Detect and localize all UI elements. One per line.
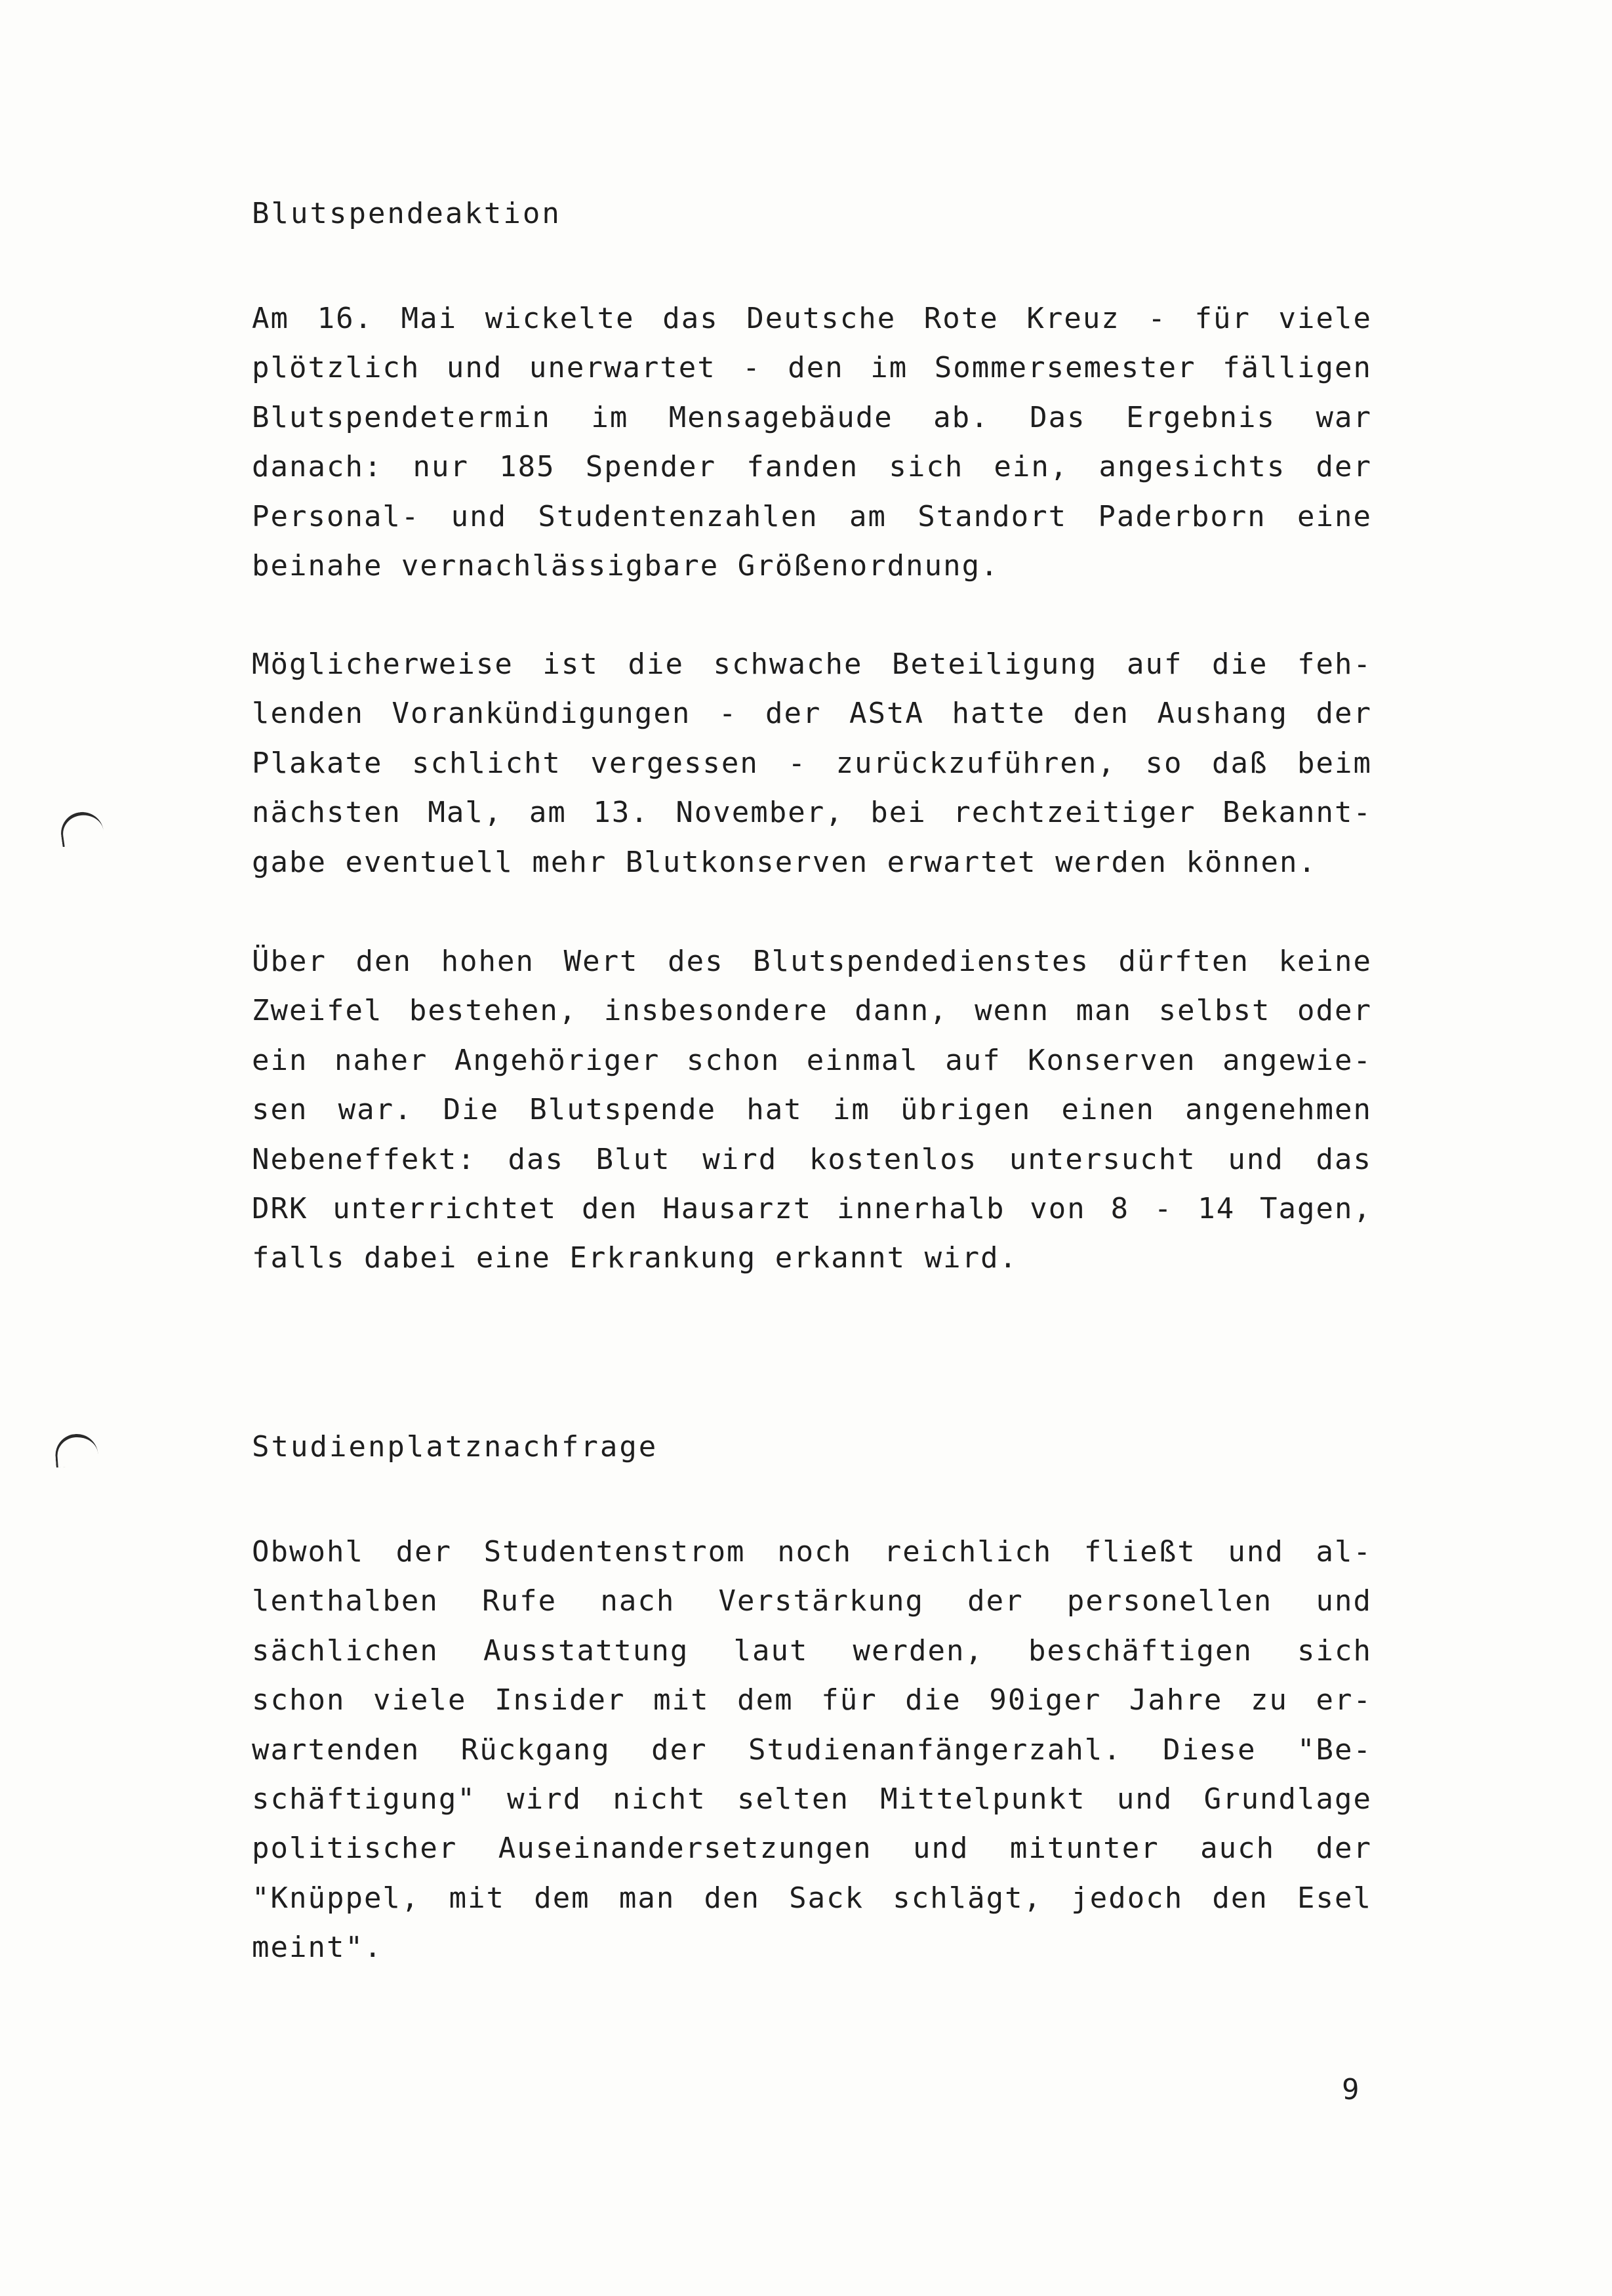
text-line: plötzlich und unerwartet - den im Sommersemester fälligen <box>252 351 1372 385</box>
text-line: wartenden Rückgang der Studienanfängerzahl. Diese "Be- <box>252 1732 1372 1767</box>
paragraph-blutspende-ergebnis <box>252 294 1372 590</box>
text-line: falls dabei eine Erkrankung erkannt wird. <box>252 1241 1018 1275</box>
punch-hole-mark <box>58 810 105 848</box>
text-line: Über den hohen Wert des Blutspendedienstes dürften keine <box>252 945 1372 978</box>
section-heading-blutspendeaktion: Blutspendeaktion <box>252 197 561 230</box>
text-line: Möglicherweise ist die schwache Beteiligung auf die feh- <box>252 647 1372 681</box>
text-line: Am 16. Mai wickelte das Deutsche Rote Kreuz - für viele <box>252 302 1372 335</box>
text-line: Nebeneffekt: das Blut wird kostenlos untersucht und das <box>252 1142 1372 1176</box>
text-line: DRK unterrichtet den Hausarzt innerhalb von 8 - 14 Tagen, <box>252 1191 1372 1225</box>
text-line: sächlichen Ausstattung laut werden, beschäftigen sich <box>252 1633 1372 1668</box>
text-line: Zweifel bestehen, insbesondere dann, wenn man selbst oder <box>252 994 1372 1028</box>
text-line: gabe eventuell mehr Blutkonserven erwartet werden können. <box>252 845 1317 879</box>
text-line: sen war. Die Blutspende hat im übrigen einen angenehmen <box>252 1093 1372 1127</box>
text-line: nächsten Mal, am 13. November, bei rechtzeitiger Bekannt- <box>252 796 1372 830</box>
text-line: Blutspendetermin im Mensagebäude ab. Das Ergebnis war <box>252 400 1372 434</box>
section-heading-studienplatznachfrage: Studienplatznachfrage <box>252 1430 658 1464</box>
paragraph-studentenstrom <box>252 1527 1372 1973</box>
text-line: danach: nur 185 Spender fanden sich ein, angesichts der <box>252 450 1372 484</box>
text-line: ein naher Angehöriger schon einmal auf Konserven angewie- <box>252 1043 1372 1077</box>
text-line: meint". <box>252 1931 383 1965</box>
text-line: schäftigung" wird nicht selten Mittelpunkt und Grundlage <box>252 1782 1372 1816</box>
text-line: Obwohl der Studentenstrom noch reichlich fließt und al- <box>252 1535 1372 1568</box>
text-line: "Knüppel, mit dem man den Sack schlägt, jedoch den Esel <box>252 1881 1372 1915</box>
page-number: 9 <box>1342 2073 1360 2106</box>
text-line: politischer Auseinandersetzungen und mitunter auch der <box>252 1832 1372 1866</box>
punch-hole-mark <box>54 1433 98 1467</box>
text-line: schon viele Insider mit dem für die 90iger Jahre zu er- <box>252 1683 1372 1717</box>
paragraph-blutspendedienst-wert <box>252 937 1372 1283</box>
text-line: lenthalben Rufe nach Verstärkung der personellen und <box>252 1584 1372 1618</box>
text-line: Plakate schlicht vergessen - zurückzuführen, so daß beim <box>252 746 1372 780</box>
text-line: Personal- und Studentenzahlen am Standort Paderborn eine <box>252 499 1372 533</box>
paragraph-beteiligung <box>252 640 1372 887</box>
text-line: lenden Vorankündigungen - der AStA hatte den Aushang der <box>252 697 1372 731</box>
text-line: beinahe vernachlässigbare Größenordnung. <box>252 548 999 583</box>
